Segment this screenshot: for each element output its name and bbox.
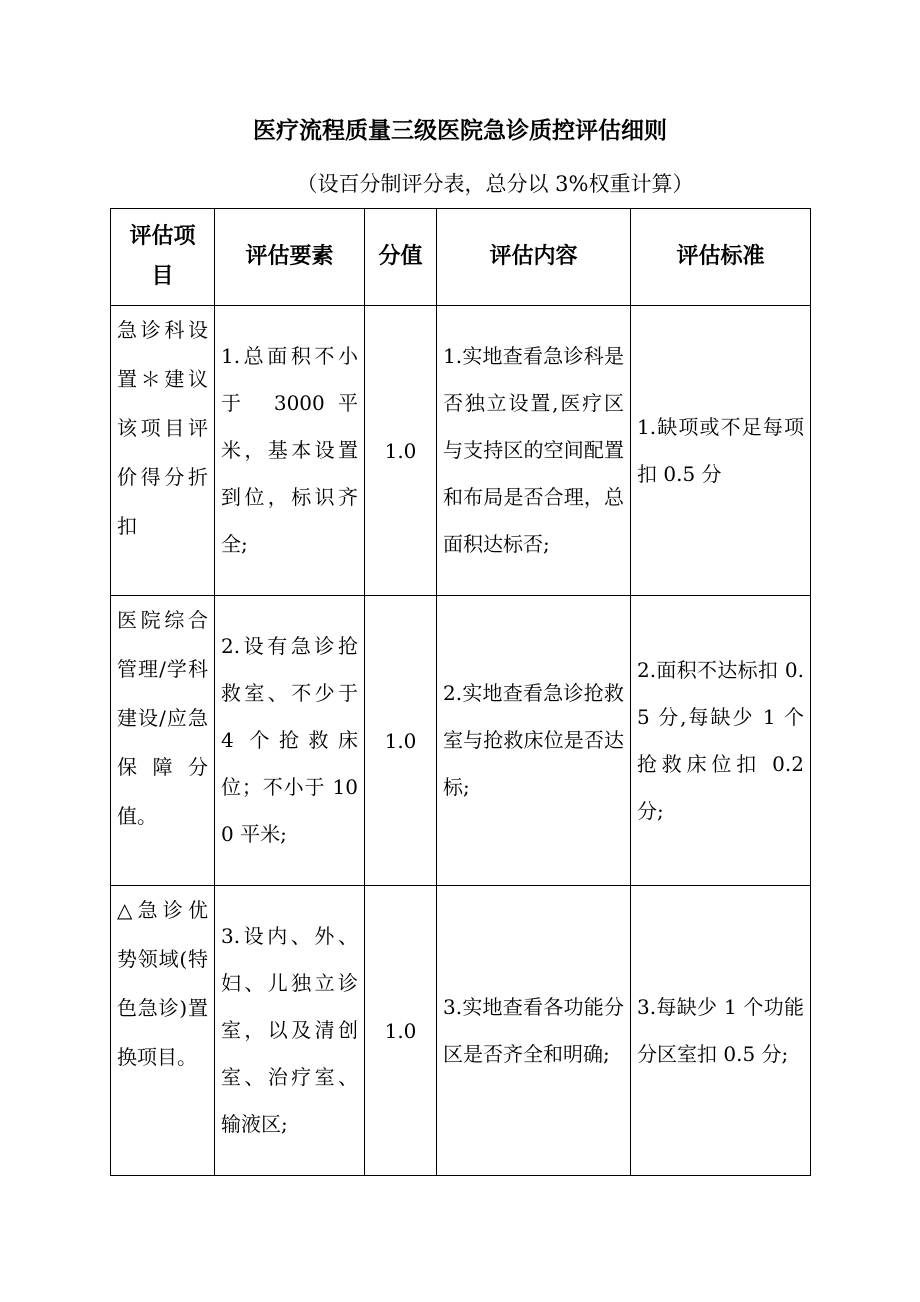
item-cell (111, 886, 215, 1176)
evaluation-table (110, 208, 811, 1176)
content-text: 2.实地查看急诊抢救室与抢救床位是否达标; (443, 681, 624, 799)
header-standard: 评估标准 (631, 209, 811, 306)
element-cell (215, 886, 365, 1176)
standard-text: 1.缺项或不足每项扣 0.5 分 (637, 414, 804, 486)
score-cell: 1.0 (365, 306, 437, 596)
standard-text: 3.每缺少 1 个功能分区室扣 0.5 分; (637, 994, 804, 1066)
element-cell (215, 306, 365, 596)
standard-cell (631, 596, 811, 886)
element-text: 2.设有急诊抢救室、不少于 4 个抢救床位；不小于 100 平米; (221, 634, 358, 846)
header-item: 评估项目 (111, 209, 215, 306)
content-text: 1.实地查看急诊科是否独立设置,医疗区与支持区的空间配置和布局是否合理，总面积达标否; (443, 344, 624, 556)
header-element: 评估要素 (215, 209, 365, 306)
score-cell: 1.0 (365, 886, 437, 1176)
item-cell (111, 596, 215, 886)
document-subtitle: （设百分制评分表，总分以 3%权重计算） (296, 172, 694, 196)
table-header-row (111, 209, 811, 306)
item-text-3: △急诊优势领域(特色急诊)置换项目。 (117, 898, 208, 1069)
item-text-2: 医院综合管理/学科建设/应急保障分值。 (117, 608, 208, 828)
header-score: 分值 (365, 209, 437, 306)
score-cell: 1.0 (365, 596, 437, 886)
item-text-1: 急诊科设置＊建议该项目评价得分折扣 (117, 318, 208, 538)
element-cell (215, 596, 365, 886)
table-row (111, 886, 811, 1176)
standard-text: 2.面积不达标扣 0.5 分,每缺少 1 个抢救床位扣 0.2 分; (637, 657, 804, 823)
table-row (111, 306, 811, 596)
element-text: 1.总面积不小于 3000平米，基本设置到位，标识齐全; (221, 344, 358, 556)
table-row (111, 596, 811, 886)
item-cell (111, 306, 215, 596)
content-cell (437, 886, 631, 1176)
content-cell (437, 306, 631, 596)
standard-cell (631, 886, 811, 1176)
standard-cell (631, 306, 811, 596)
header-content: 评估内容 (437, 209, 631, 306)
content-cell (437, 596, 631, 886)
element-text: 3.设内、外、妇、儿独立诊室，以及清创室、治疗室、输液区; (221, 924, 358, 1136)
content-text: 3.实地查看各功能分区是否齐全和明确; (443, 994, 624, 1066)
document-title: 医疗流程质量三级医院急诊质控评估细则 (253, 118, 667, 144)
